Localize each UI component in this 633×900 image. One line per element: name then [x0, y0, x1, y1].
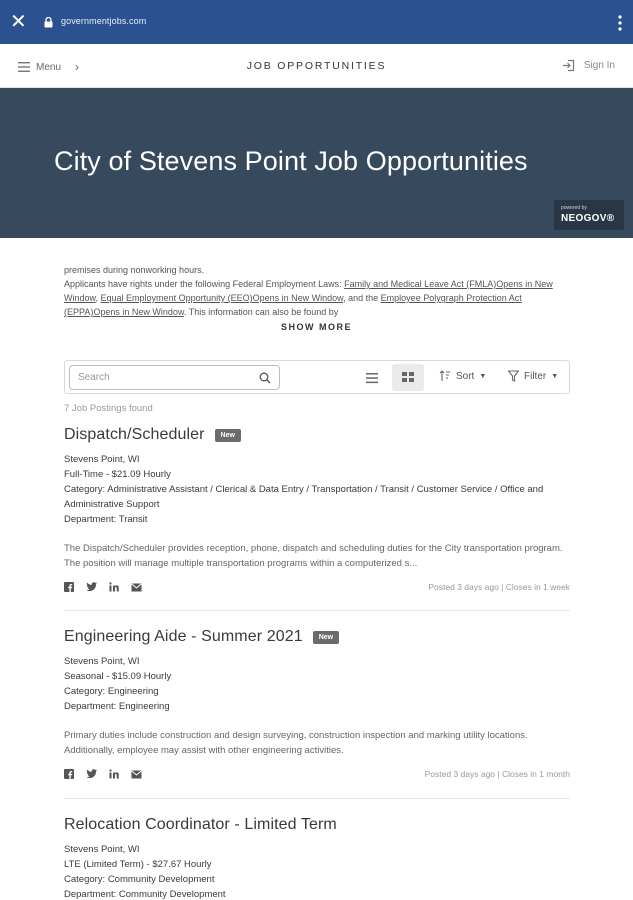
card-view-icon — [392, 364, 424, 391]
job-type-salary: Seasonal - $15.09 Hourly — [64, 671, 172, 682]
divider — [64, 798, 570, 799]
results-count: 7 Job Postings found — [64, 403, 153, 414]
sign-in-icon — [562, 59, 575, 72]
agency-description — [64, 263, 570, 319]
new-badge: New — [313, 631, 339, 644]
filter-label: Filter — [524, 370, 547, 382]
sign-in-link[interactable] — [562, 59, 615, 72]
caret-down-icon: ▼ — [479, 372, 487, 380]
neogov-brand: NEOGOV® — [561, 213, 615, 224]
linkedin-icon[interactable] — [109, 769, 119, 779]
facebook-icon[interactable] — [64, 582, 74, 592]
fmla-link[interactable]: Family and Medical Leave Act (FMLA)Opens in New Window — [64, 279, 553, 303]
job-location: Stevens Point, WI — [64, 656, 140, 667]
job-card — [64, 424, 570, 599]
posted-date: Posted 3 days ago | Closes in 1 week — [428, 582, 570, 592]
powered-by-label: powered by — [561, 205, 587, 211]
browser-toolbar — [0, 0, 633, 44]
url-text[interactable]: governmentjobs.com — [61, 16, 147, 26]
job-card — [64, 814, 570, 900]
sign-in-label: Sign In — [583, 60, 615, 71]
job-summary: Primary duties include construction and design surveying, construction inspection and marking utility locations. Additionally, employee may assist with other engineering activities. — [64, 730, 528, 756]
search-icon[interactable] — [259, 372, 271, 384]
job-category: Category: Community Development — [64, 874, 215, 885]
job-department: Department: Engineering — [64, 701, 170, 712]
job-type-salary: Full-Time - $21.09 Hourly — [64, 469, 171, 480]
search-input[interactable] — [70, 366, 250, 389]
share-links — [64, 769, 142, 779]
email-icon[interactable] — [131, 770, 142, 779]
close-icon[interactable]: ✕ — [10, 11, 27, 33]
facebook-icon[interactable] — [64, 769, 74, 779]
job-title-link[interactable]: Engineering Aide - Summer 2021 — [64, 628, 303, 645]
filter-icon — [508, 370, 519, 382]
job-summary: The Dispatch/Scheduler provides reception, phone, dispatch and scheduling duties for the City transportation program. The position will manage multiple transportation programs within a computerized s... — [64, 543, 563, 569]
divider — [64, 610, 570, 611]
more-options-icon[interactable] — [617, 14, 623, 32]
posted-date: Posted 3 days ago | Closes in 1 month — [424, 769, 570, 779]
menu-label: Menu — [36, 61, 62, 73]
show-more-button[interactable]: SHOW MORE — [281, 322, 352, 332]
chevron-right-icon: › — [75, 60, 80, 74]
neogov-logo[interactable] — [554, 200, 624, 230]
new-badge: New — [215, 429, 241, 442]
sort-label: Sort — [456, 370, 475, 382]
job-title-link[interactable]: Relocation Coordinator - Limited Term — [64, 816, 337, 833]
job-type-salary: LTE (Limited Term) - $27.67 Hourly — [64, 859, 212, 870]
job-location: Stevens Point, WI — [64, 844, 140, 855]
eeo-link[interactable]: Equal Employment Opportunity (EEO)Opens in New Window — [100, 293, 344, 303]
hero-banner — [0, 88, 633, 238]
linkedin-icon[interactable] — [109, 582, 119, 592]
page-title: JOB OPPORTUNITIES — [246, 60, 387, 72]
job-location: Stevens Point, WI — [64, 454, 140, 465]
eppa-link[interactable]: Employee Polygraph Protection Act (EPPA)Opens in New Window — [64, 293, 522, 317]
description-paragraph: Applicants have rights under the following Federal Employment Laws: Family and Medical Leave Act (FMLA)Opens in New Window, Equal Employment Opportunity (EEO)Opens in New Window, and the Employee Polygraph Protection Act (EPPA)Opens in New Window. This information can also be found by — [64, 279, 553, 317]
twitter-icon[interactable] — [86, 582, 97, 592]
search-toolbar — [64, 360, 570, 394]
job-category: Category: Administrative Assistant / Clerical & Data Entry / Transportation / Transit / Customer Service / Office and Administrative Support — [64, 484, 544, 510]
search-box — [69, 365, 280, 390]
caret-down-icon: ▼ — [551, 372, 559, 380]
email-icon[interactable] — [131, 583, 142, 592]
job-category: Category: Engineering — [64, 686, 159, 697]
filter-button[interactable] — [508, 370, 558, 382]
twitter-icon[interactable] — [86, 769, 97, 779]
sort-icon — [439, 370, 451, 382]
hero-title: City of Stevens Point Job Opportunities — [54, 146, 528, 176]
lock-icon — [44, 17, 53, 28]
card-view-button[interactable] — [392, 364, 424, 391]
sort-button[interactable] — [439, 370, 486, 382]
job-title-link[interactable]: Dispatch/Scheduler — [64, 426, 205, 443]
share-links — [64, 582, 142, 592]
list-view-icon[interactable] — [363, 369, 381, 387]
job-department: Department: Community Development — [64, 889, 226, 900]
job-card — [64, 626, 570, 786]
job-department: Department: Transit — [64, 514, 148, 525]
description-line: premises during nonworking hours. — [64, 265, 205, 275]
site-navigation — [0, 44, 633, 88]
